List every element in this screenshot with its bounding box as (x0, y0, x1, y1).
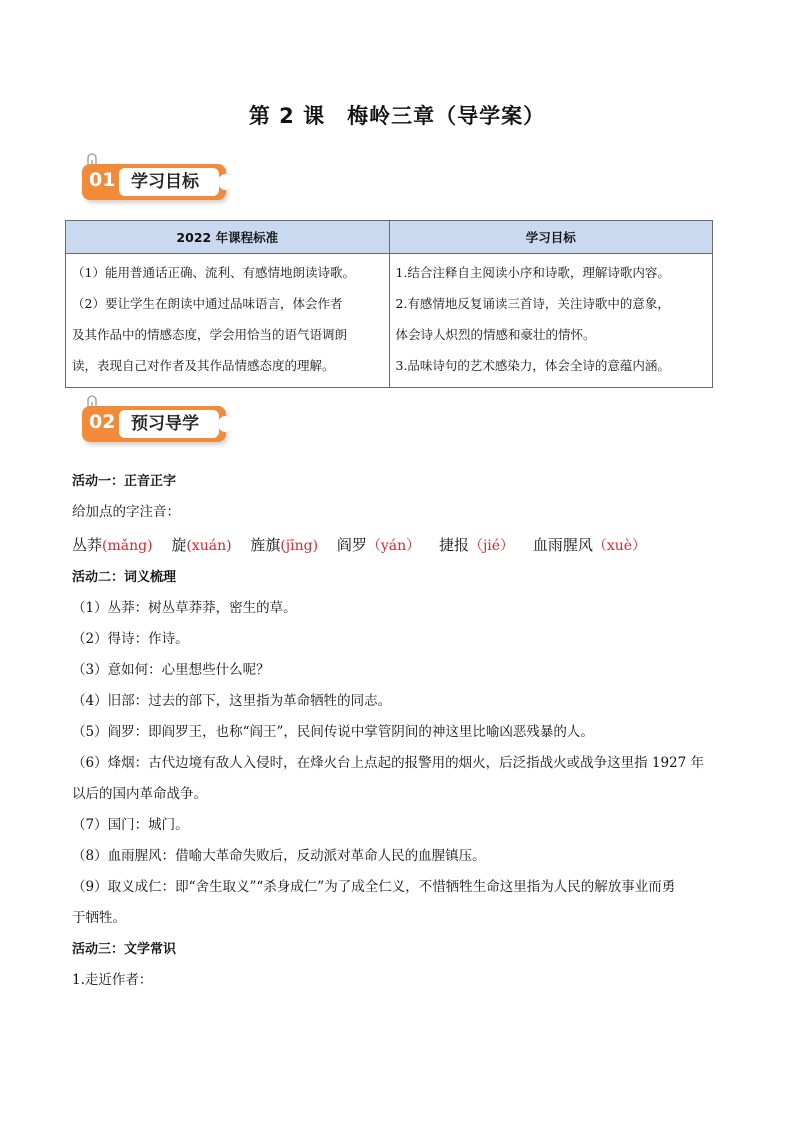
standard-line: 及其作品中的情感态度，学会用恰当的语气语调朗 (72, 327, 348, 342)
pinyin-word: 旌旗(jīng) (250, 536, 319, 554)
definition-line: （2）得诗：作诗。 (72, 631, 189, 647)
activity1-heading: 活动一：正音正字 (72, 474, 177, 489)
table-header-standard: 2022 年课程标准 (66, 221, 390, 254)
goals-cell (389, 254, 713, 388)
section-label: 预习导学 (131, 414, 199, 434)
definition-line: （1）丛莽：树丛草莽莽，密生的草。 (72, 600, 297, 616)
badge-background (82, 406, 226, 442)
badge-background (82, 164, 226, 200)
badge-label-tab (119, 168, 219, 196)
definition-line: 于牺牲。 (72, 910, 126, 926)
definition-line: （7）国门：城门。 (72, 817, 189, 833)
pinyin-word-list (72, 528, 782, 562)
standard-line: 读，表现自己对作者及其作品情感态度的理解。 (72, 358, 335, 373)
definition-line: （9）取义成仁：即“舍生取义”“杀身成仁”为了成全仁义，不惜牺牲生命这里指为人民的解放事业而勇 (72, 879, 676, 895)
section-badge-01 (82, 156, 234, 202)
badge-notch (218, 174, 232, 190)
badge-label-tab (119, 410, 219, 438)
activity1-instruction: 给加点的字注音： (72, 504, 180, 520)
pinyin-word: 阎罗（yán） (336, 536, 421, 554)
section-badge-02 (82, 398, 234, 444)
pinyin-word: 捷报（jié） (438, 536, 515, 554)
definition-line: （5）阎罗：即阎罗王，也称“阎王”，民间传说中掌管阴间的神这里比喻凶恶残暴的人。 (72, 724, 594, 740)
definition-line: （6）烽烟：古代边境有敌人入侵时，在烽火台上点起的报警用的烟火，后泛指战火或战争这里指 1927 年 (72, 755, 705, 771)
pinyin-word: 旋(xuán) (171, 536, 232, 554)
goal-line: 2.有感情地反复诵读三首诗，关注诗歌中的意象， (395, 296, 670, 311)
section-number: 02 (89, 411, 116, 433)
activity3-line: 1.走近作者： (72, 972, 153, 988)
activity3-heading: 活动三：文学常识 (72, 942, 177, 957)
definition-line: 以后的国内革命战争。 (72, 786, 207, 802)
activity2-heading: 活动二：词义梳理 (72, 570, 177, 585)
page-title: 第 2 课 梅岭三章（导学案） (248, 104, 546, 128)
section-number: 01 (89, 169, 116, 191)
badge-notch (218, 416, 232, 432)
goal-line: 1.结合注释自主阅读小序和诗歌，理解诗歌内容。 (395, 265, 670, 280)
goal-line: 3.品味诗句的艺术感染力，体会全诗的意蕴内涵。 (395, 358, 670, 373)
pinyin-word: 血雨腥风（xuè） (532, 536, 647, 554)
standard-line: （1）能用普通话正确、流利、有感情地朗读诗歌。 (72, 265, 355, 280)
goals-table (65, 220, 713, 388)
preview-content (72, 466, 782, 996)
definition-line: （4）旧部：过去的部下，这里指为革命牺牲的同志。 (72, 693, 392, 709)
pinyin-word: 丛莽(mǎng) (72, 536, 153, 554)
section-label: 学习目标 (131, 172, 199, 192)
standard-line: （2）要让学生在朗读中通过品味语言，体会作者 (72, 296, 343, 311)
standard-cell (66, 254, 390, 388)
definition-line: （3）意如何：心里想些什么呢？ (72, 662, 270, 678)
goal-line: 体会诗人炽烈的情感和豪壮的情怀。 (395, 327, 596, 342)
table-header-goals: 学习目标 (389, 221, 713, 254)
definition-line: （8）血雨腥风：借喻大革命失败后，反动派对革命人民的血腥镇压。 (72, 848, 486, 864)
